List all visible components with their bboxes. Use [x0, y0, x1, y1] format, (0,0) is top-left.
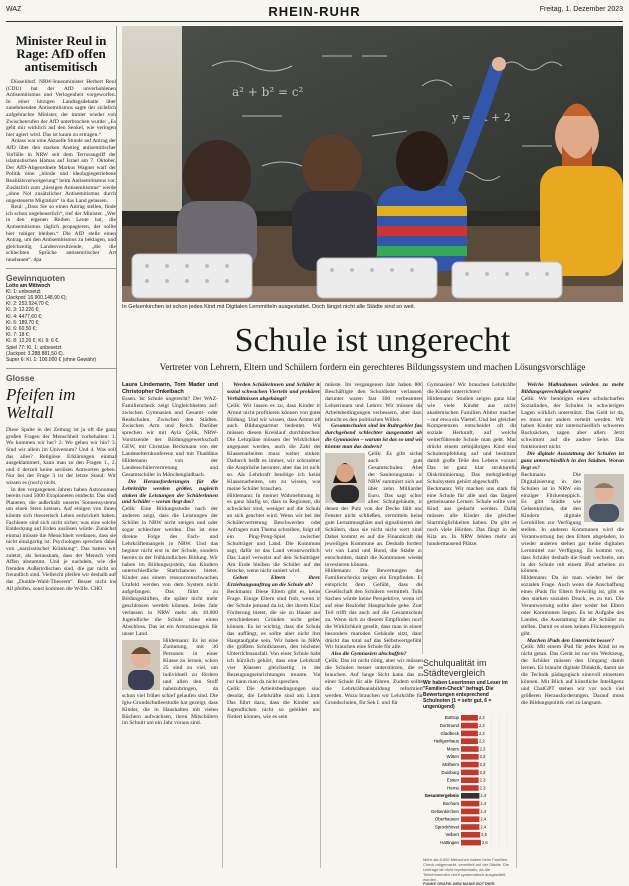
- category-label: Essen: [446, 777, 459, 783]
- brand: WAZ: [6, 6, 22, 13]
- portrait-hildemann: [122, 640, 160, 690]
- value-label: 2,4: [480, 816, 487, 822]
- lotto-line: Kl. 4: 4477,60 €;: [6, 313, 43, 320]
- bar: [461, 762, 479, 768]
- category-label: Sprockhövel: [434, 824, 459, 830]
- category-label: Gesamtergebnis: [424, 793, 459, 799]
- value-label: 2,3: [479, 785, 486, 791]
- bar: [461, 746, 479, 752]
- lotto-line: Kl. 1: unbesetzt: [6, 288, 41, 295]
- chart-footnote: Mehr als 8.500 Menschen haben beim Familien-Check mitgemacht, vermittelt auf der Städte. Die Umfrage ist nicht repräsentativ, da die Teilnehmenden nicht systematisch ausgewählt wurden.: [423, 857, 510, 882]
- value-label: 2,3: [479, 754, 486, 760]
- paragraph: müsste. Im vergangenen Jahr haben 800 Beschäftigte den Schuldienst verlassen, darunter waren fast 300 verbeamtete Lehrerinnen und Lehrer. Wir müssen die Arbeitsbedingungen verbessern, aber dazu braucht es den politischen Willen.: [325, 382, 423, 423]
- bar: [461, 723, 478, 729]
- chart-title: Schulqualität im Städtevergleich: [423, 658, 487, 678]
- lotto-line: Kl. 5: 189,70 €;: [6, 319, 40, 326]
- paragraph: Beckmann: Die Digitalisierung in den Schulen ist in NRW ein einziger Flickenteppich. Es gibt Städte wie Gelsenkirchen, die den Kindern digitale Lernhilfen zur Verfügung stellen. In anderen Kommunen wird die Verantwortung bei den Eltern abgeladen, in wieder anderen stehen gar keine digitalen Lernmittel zur Verfügung. Es kommt vor, dass Schüler deshalb die Stadt wechseln, um in der Schule mit einem iPad arbeiten zu können.: [521, 471, 624, 575]
- portrait-celik: [325, 453, 365, 503]
- portrait-illustration: [325, 453, 365, 503]
- value-label: 2,2: [478, 723, 485, 728]
- bar: [461, 816, 479, 822]
- article-column-3: [320, 382, 423, 868]
- lotto-line: Super 6: Kl. 1: 100.000 € (ohne Gewähr): [6, 357, 97, 364]
- article-column-1: [122, 382, 218, 868]
- lotto-line: Kl. 6: 60,50 €;: [6, 326, 37, 333]
- sidebar-article: [6, 79, 116, 264]
- paragraph: Reul: „Dass Sie so einen Antrag stellen, finde ich schon ungeheuerlich“, rief der Minister. „Wer in den eigenen Reihen Leute hat, die Antisemitismus täglich propagieren, der sollte hier ruhiger bleiben.“ Die AfD stelle einen Antrag, um den Antisemitismus zu beklagen, und gleichzeitig Landesvorsitzende, „die die schlechten Sprüche antisemitischer Art raushauen“. dpa: [6, 204, 116, 264]
- category-label: Dortmund: [439, 723, 459, 728]
- category-label: Gladbeck: [440, 730, 459, 736]
- left-sidebar: [6, 26, 117, 868]
- question: Welche Maßnahmen würden zu mehr Bildungsgerechtigkeit sorgen?: [521, 382, 624, 395]
- bar: [461, 777, 479, 783]
- paragraph: Hildemann: Die Bewertungen des Familienchecks zeigen ein Empfinden. Es entspricht dem Gefühl, dass die Gesellschaft den Schülern vermittelt. Tolle Sachen würde keine Perspektive, wenn ich auf eine Realoder Hauptschule gehe. Zum Teil trifft das auch auf die Gesamtschule zu. Wenn sich zu diesem Empfinden noch die Wirklichkeit gesellt, dass man in einem besonders maroden Gebäude sitzt, dann drückt das total auf das Selbstwertgefühl. Wir brauchen eine Schule für alle.: [325, 568, 423, 651]
- classroom-photo: [122, 26, 623, 302]
- glosse-article: [6, 427, 116, 592]
- portrait-beckmann: [584, 474, 624, 522]
- article-column-5: [516, 382, 624, 868]
- paragraph: Essen. Ist Schule ungerecht? Der WAZ-Familiencheck zeigt Ungleichheiten auf: zwischen Gymnasien und Gesamt- oder Realschulen. Zwischen den Städten. Zwischen Arm und Reich. Darüber sprechen wir mit Ayla Çelik, NRW-Vorsitzende der Bildungsgewerkschaft GEW, mit Christian Beckmann von der Landeselternkonferenz und mit Thaddäus Hildemann von der Landesschülervertretung und Gesamtschüler in Mönchengladbach.: [122, 395, 218, 478]
- chart-plot: [423, 710, 511, 852]
- main-headline: Schule ist ungerecht: [234, 322, 511, 359]
- value-label: 2,4: [480, 801, 487, 806]
- paragraph: Diese Spalte in der Zeitung ist ja oft die ganz großen Fragen der Menschheit vorbehalten: 1. Wo kommen wir her? 2. Wo gehen wir hin? 3. Sind wir allein im Universum? Und 4. Was soll das alles? Religiöse Erklärungen einmal ausgeklammert, kann man zu den Fragen 1., 2. und 4 derzeit keine seriösen Antworten geben. Nur bei der Frage 3 ist der letzte Stand: Wir wissen es (noch) nicht.: [6, 427, 116, 487]
- value-label: 2,4: [480, 793, 487, 799]
- school-quality-chart: [423, 658, 511, 886]
- chart-subtitle: Wir haben Leserinnen und Leser im "Familien-Check" befragt. Die Bewertungen entsprechend Schulnoten (1 = sehr gut, 6 = ungenügend): [423, 680, 508, 710]
- value-label: 2,2: [478, 715, 485, 721]
- value-label: 2,3: [479, 746, 486, 752]
- question: Also die Gymnasien abschaffen?: [331, 651, 407, 658]
- classroom-illustration: [122, 26, 623, 302]
- paragraph: Çelik: Es gibt sicher auch gute Gesamtschulen. Aber der Sanierungsstau in NRW summiert sich auf über zehn Milliarden Euro. Das sagt schon alles: Schulgebäude, in denen der Putz von der Decke fällt und Fenster nicht schließen, vermitteln keine gute Lernatmosphäre und signalisieren den Schülern, dass sie nicht nicht wert sind. Dabei kommt es auf die Finanzkraft der jeweiligen Kommune an. Deshalb fordern wir von Land und Bund, die Städte zu entschulden, damit die Kommunen wieder investieren können.: [325, 451, 423, 568]
- lotto-line: Kl. 2: 253.924,70 €;: [6, 301, 50, 308]
- issue-date: Freitag, 1. Dezember 2023: [539, 6, 623, 13]
- bar: [461, 731, 478, 737]
- category-label: Hattingen: [440, 840, 459, 845]
- lotto-line: Kl. 8: 12,20 €; Kl. 9: 6 €.: [6, 338, 60, 345]
- category-label: Bottrop: [444, 715, 459, 721]
- paragraph: Çelik: Eine Bildungsstudie nach der anderen zeigt, dass die Leistungen der Schüler in NRW nicht steigen und oder sogar schlechter werden. Das ist eine direkte Folge des Fach- und Lehrkräftemangels in NRW. Und das beginnt nicht erst in der Schule, sondern bereits in der frühkindlichen Bildung. Wir haben im Bildungssystem, das Kindern unterschiedliche Startchancen bietet. Kinder aus einem ressourcenschwachen Umfeld werden von dem System nicht aufgefangen. Das führt zu Bildungsklüften, die später nicht mehr geschlossen werden können. Jedes Jahr verlassen in NRW mehr als 10.000 Jugendliche die Schule ohne einen Abschluss. Das ist ein Armutszeugnis für unser Land.: [122, 506, 218, 637]
- question: Machen iPads den Unterricht besser?: [527, 637, 615, 644]
- paragraph: Beckmann: Diese Eltern gibt es, keine Frage. Einige Eltern sind froh, wenn in der Schule jemand da ist, der ihrem Kind Förderung bietet, die sie zu Hause aus verschiedenen Gründen nicht geben können. Es ist wichtig, dass die Schule das auffängt, es sollte aber nicht ihre Hauptaufgabe sein. Wir haben in NRW die größten Schulklassen, den höchsten Unterrichtsausfall. Von einer Schule habe ich kürzlich gehört, dass eine Lehrkraft vier Klassen gleichzeitig in der Bezeugungseinrichtungen musste. Vor nur kann man da nicht sprechen.: [227, 589, 321, 685]
- paragraph: Çelik: Mit einem iPad für jedes Kind ist es nicht getan. Das Gerät ist nur ein Werkzeug, der Schüler müssen den Umgang damit lernen. Es braucht digitale Didaktik, damit sie die Technik pädagogisch sinnvoll einsetzen können. Mit Blick auf künstliche Intelligenz und ChatGPT stehen wir vor noch viel größeren Herausforderungen. Darauf muss die Bildungspolitik viel zu langsam.: [521, 644, 624, 706]
- category-label: Witten: [446, 754, 459, 760]
- category-label: Bochum: [442, 801, 459, 806]
- value-label: 2,6: [481, 840, 488, 845]
- value-label: 2,2: [478, 730, 485, 736]
- subheadline: Vertreter von Lehrern, Eltern und Schülern fordern ein gerechteres Bildungssystem und machen Lösungsvorschläge: [159, 362, 586, 372]
- question: Gesamtschulen sind im Ruhrgebiet fast durchgehend schlechter ausgestattet als die Gymnasien – warum ist das so und wie könnte man das ändern?: [325, 423, 423, 451]
- lotto-results: [6, 283, 116, 364]
- bar: [461, 840, 481, 846]
- paragraph: In den vergangenen Jahren haben Astronomen bereits rund 5000 Exoplaneten entdeckt. Das sind Planeten, die außerhalb unseres Sonnensystems um einen Stern kreisen. Auf einigen von ihnen könnte sich theoretisch Leben entwickelt haben. Fachleute sind sich nicht sicher, was eine solche Entdeckung auf Erden auslösen würde. Zunächst einmal müsste die Menschheit verdauen, dass sie nicht einzigartig ist. Psychologen sprechen dabei von „narzisstischer Kränkung“. Das hatten wir zuletzt, als herauskam, dass der Mensch vom Affen abstammt. Und je nachdem, wie die fremden Außerirdischen sind, die gar nicht so freundlich sind. Vielleicht pfeifen wir deshalb auf das „Dunkle-Wald-Theorem“. Besser nicht ins All pfeifen, sonst kommen die Wölfe. CHO: [6, 486, 116, 592]
- paragraph: Çelik: Wir benötigen einen schulscharfen Sozialindex, der Schulen in schwierigen Lagen wirklich unterstützt. Das Geld ist da, es muss nur anders verteilt werden. Wir haben Kinder mit unterschiedlich schweren Rucksäcken, sagen aber allen: Jetzt schwimmt auf die andere Seite. Das funktioniert nicht.: [521, 395, 624, 451]
- glosse-label: Glosse: [6, 368, 116, 383]
- lotto-line: (Jackpot: 3.288.881,50 €).: [6, 350, 65, 357]
- lotto-line: (Jackpot: 16.900.148,90 €);: [6, 295, 67, 302]
- sidebar-headline: Minister Reul in Rage: AfD offen antisemitisch: [15, 33, 107, 74]
- paragraph: Hildemann: In meiner Wahrnehmung ist es ganz häufig so, dass in Regionen, die schwächer sind, weniger auf die Schule an sich geachtet wird. Wenn wir bei der Schülervertretung Beschwerden oder Anfragen zum Thema schreiben, folgt oft ein Ping-Pong-Spiel zwischen Schulträger und Land. Die Kommune sagt, dafür ist das Land verantwortlich. Das Land verweist auf den Schulträger. Am Ende bleiben die Schüler auf der Strecke, wenn nicht saniert wird.: [227, 492, 321, 575]
- paragraph: Hildemann: Studien zeigen ganz klar, wie viele Kinder aus nicht-akademischen Familien Abitur machen – nur etwa ein Viertel. Und bei gleichen Kompetenzen entscheidet oft die soziale Herkunft, auf welche weiterführende Schule man geht. Man drückt einem zehnjährigen Kind eine Schulempfehlung auf und bestimmt damit große Teile des Lebens voraus. Das ist ganz klar strukturelle Diskriminierung. Das mehrgliedrige Schulsystem gehört abgeschafft.: [427, 395, 517, 485]
- bar: [461, 801, 479, 807]
- bar: [461, 824, 479, 830]
- photo-caption: In Gelsenkirchen ist schon jedes Kind mit Digitalen Lernmitteln ausgestattet. Doch längst nicht alle Städte sind so weit.: [122, 304, 416, 310]
- category-label: Heiligenhaus: [433, 738, 459, 744]
- question: Die digitale Ausstattung der Schulen ist ganz unterschiedlich in den Städten. Woran liegt es?: [521, 451, 624, 471]
- category-label: Gelsenkirchen: [430, 808, 459, 814]
- category-label: Oberhausen: [434, 816, 459, 822]
- masthead: [6, 3, 623, 22]
- value-label: 2,3: [479, 777, 486, 783]
- lotto-line: Kl. 7: 18 €;: [6, 332, 30, 339]
- question: Die Herausforderungen für die Lehrkräfte werden größer, zugleich sinken die Leistungen der Schülerinnen und Schüler – woran liegt das?: [122, 478, 218, 506]
- glosse-title: Pfeifen im Weltall: [6, 385, 76, 423]
- portrait-illustration: [122, 640, 160, 690]
- svg-text:y = 3x + 2: y = 3x + 2: [452, 111, 511, 124]
- value-label: 2,4: [480, 808, 487, 814]
- lotto-line: Kl. 3: 12.226 €;: [6, 307, 40, 314]
- value-label: 2,3: [479, 769, 486, 775]
- bar: [461, 793, 479, 799]
- value-label: 2,4: [480, 824, 487, 830]
- value-label: 2,2: [478, 738, 485, 744]
- value-label: 2,5: [481, 832, 487, 838]
- section-title: RHEIN-RUHR: [268, 4, 361, 19]
- bar: [461, 754, 479, 760]
- value-label: 2,3: [479, 762, 486, 767]
- paragraph: Hildemann: Da ist man wieder bei der sozialen Frage. Auch wenn die Anschaffung eines iPads für Eltern freiwillig ist, gibt es den starken sozialen Druck, es zu tun. Die Verantwortung sollte aber weder bei Eltern oder Kommunen liegen. Es ist Aufgabe des Landes, die Ausstattung für alle Schüler zu stellen. Damit es einen keinen Flickenteppich gibt.: [521, 575, 624, 637]
- article-column-2: [222, 382, 321, 868]
- bar: [461, 770, 479, 776]
- question: Geben Eltern ihren Erziehungsauftrag an die Schule ab?: [227, 575, 321, 589]
- paragraph: Düsseldorf. NRW-Innenminister Herbert Reul (CDU) hat der AfD unverhohlenen Antisemitismus und Verlogenheit vorgeworfen. In einer hitzigen Landtagsdebatte über zunehmenden Antisemitismus sagte der sichtlich aufgebrachte Minister, der immer wieder von Zwischenrufen der AfD unterbrochen wurde: „Es geht mir wirklich auf den Senkel, wie verlogen hier agiert wird. Das ist kaum zu ertragen.“: [6, 79, 116, 138]
- byline: Laura Lindemann, Tom Mader und Christopher Onkelbach: [122, 382, 218, 395]
- bar: [461, 785, 479, 791]
- paragraph: Çelik: Wir lassen es zu, dass Kinder in Armut nicht profitieren können von guter Bildung. Und wir wissen, dass Armut oft auch Bildungsarmut bedeutet. Wir müssen diesen Kreislauf durchbrechen. Die Lehrpläne müssen der Wirklichkeit angepasst werden, auch die Zahl der Klassenarbeiten muss weiter sinken. Dadurch heißt es immer, wir schraubten die Ansprüche herunter, aber das ist nicht so. Als Lehrkraft benötige ich keine Klassenarbeiten, um zu wissen, was meine Schüler brauchen.: [227, 402, 321, 492]
- category-label: Velbert: [445, 832, 459, 838]
- article-column-4: [422, 382, 517, 654]
- portrait-illustration: [584, 474, 624, 522]
- paragraph: Anlass war eine Aktuelle Stunde auf Antrag der AfD über den starken Anstieg antisemitischer Vorfälle in NRW seit dem Terrorangriff der islamistischen Hamas auf Israel am 7. Oktober. Der AfD-Abgeordnete Markus Wagner warf der Politik eine „blinde und ideologiegetriebene Realitätsverweigerung“ beim Antisemitismus vor. Zusätzlich zum „hiesigen Antisemitismus“ werde „ohne Not zusätzlicher Antisemitismus durch ungesteuerte Migration“ in das Land gelassen.: [6, 138, 116, 204]
- bar: [461, 809, 479, 815]
- category-label: Duisburg: [441, 769, 459, 775]
- lotto-line: Spiel 77: Kl. 1: unbesetzt: [6, 344, 62, 351]
- chart-source: FUNKE GRAFIK NRW MAIKE BOTTNER: [423, 882, 495, 886]
- bar: [461, 832, 480, 838]
- lotto-heading: Gewinnquoten: [6, 268, 116, 283]
- lotto-line: Lotto am Mittwoch: [6, 282, 51, 289]
- category-label: Herne: [447, 785, 459, 791]
- paragraph: Gymnasien? Wir brauchen Lehrkräfte, die Kinder unterrichten!: [427, 382, 517, 395]
- paragraph: Çelik: Das ist nicht nötig, aber wir müssen die Schulen besser unterstützen, die es brauchen. Auf lange Sicht kann das zu einer Schule für alle führen. Zudem sollte die Lehrkräfteausbildung reformiert werden. Wozu brauchen wir Lehrkräfte für Grundschulen, für Sek I. und für: [325, 658, 423, 706]
- bar: [461, 738, 478, 744]
- svg-text:a² + b² = c²: a² + b² = c²: [232, 85, 304, 99]
- paragraph: Hildemann: Es ist eine Zumutung, mit 30 Personen in einer Klasse zu lernen, schon 25 sind zu viel, um individuell zu fördern und allen den Stoff nahezubringen, da schon viel früher schief gelaufen sind. Die Iglu-Grundschulleestudie hat gezeigt, dass Kinder, die in Haushalten mit vielen Büchern aufwachsen, ihren Mitschülern im Schnitt um ein Jahr voraus sind.: [122, 637, 218, 727]
- category-label: Moers: [446, 746, 459, 752]
- category-label: Mülheim: [442, 762, 459, 767]
- question: Werden Schülerinnen und Schüler in sozial schwachen Vierteln und prekären Verhältnissen abgehängt?: [227, 382, 321, 402]
- paragraph: Çelik: Die Arbeitsbedingungen sind desolat, die Lehrkräfte sind am Limit. Das führt dazu, dass die Kinder und Jugendlichen nicht so gebildet und fördert können, wie es sein: [227, 685, 321, 720]
- bar: [461, 715, 478, 721]
- paragraph: Beckmann: Wir machen uns stark für eine Schule für alle und das längere gemeinsame Lernen. Schule sollte vom Kind aus gedacht werden. Dafür müssen alle Kinder die gleichen Startmöglichkeiten haben. Da gibt es noch viele Hürden. Das fängt in der Kita an. In NRW fehlen mehr als hunderttausend Plätze.: [427, 485, 517, 547]
